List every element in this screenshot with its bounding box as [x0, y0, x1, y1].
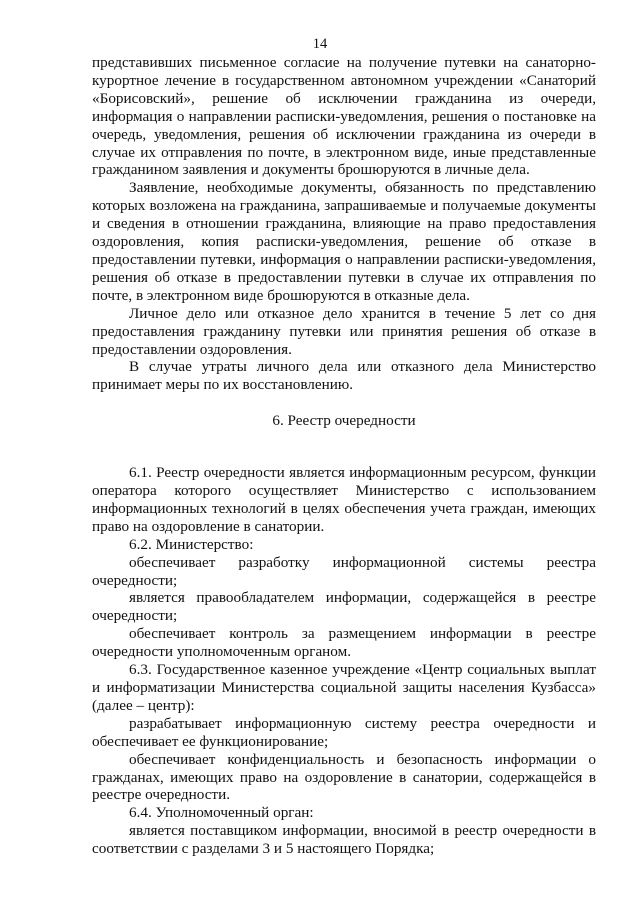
section-paragraph-6-1: 6.1. Реестр очередности является информационным ресурсом, функции оператора которого осуществляет Министерство с использованием информационных технологий в целях обеспечения учета граждан, имеющих право на оздоровление в санатории. [92, 464, 596, 535]
intro-paragraph-1: представивших письменное согласие на получение путевки на санаторно-курортное лечение в государственном автономном учреждении «Санаторий «Борисовский», решение об исключении гражданина из очереди, информация о направлении расписки-уведомления, решения о постановке на очередь, уведомления, решения об исключении гражданина из очереди в случае их отправления по почте, в электронном виде, иные представленные гражданином заявления и документы брошюруются в личные дела. [92, 54, 596, 179]
section-title: 6. Реестр очередности [272, 412, 416, 430]
ministry-duty-3: обеспечивает контроль за размещением информации в реестре очередности уполномоченным органом. [92, 625, 596, 661]
ministry-duty-1: обеспечивает разработку информационной системы реестра очередности; [92, 553, 596, 589]
document-body [92, 54, 596, 858]
authorized-body-duty-1: является поставщиком информации, вносимой в реестр очередности в соответствии с разделами 3 и 5 настоящего Порядка; [92, 822, 596, 858]
intro-paragraph-4: В случае утраты личного дела или отказного дела Министерство принимает меры по их восстановлению. [92, 358, 596, 394]
section-paragraph-6-4: 6.4. Уполномоченный орган: [129, 804, 314, 822]
center-duty-1: разрабатывает информационную систему реестра очередности и обеспечивает ее функционирование; [92, 714, 596, 750]
ministry-duty-2: является правообладателем информации, содержащейся в реестре очередности; [92, 589, 596, 625]
section-paragraph-6-3: 6.3. Государственное казенное учреждение «Центр социальных выплат и информатизации Министерства социальной защиты населения Кузбасса» (далее – центр): [92, 661, 596, 714]
section-paragraph-6-2: 6.2. Министерство: [129, 535, 254, 553]
intro-paragraph-2: Заявление, необходимые документы, обязанность по представлению которых возложена на гражданина, запрашиваемые и получаемые документы и сведения в отношении гражданина, влияющие на право предоставления оздоровления, копия расписки-уведомления, решение об отказе в предоставлении путевки, информация о направлении расписки-уведомления, решения об отказе в предоставлении путевки в случае их отправления по почте, в электронном виде брошюруются в отказные дела. [92, 179, 596, 304]
intro-paragraph-3: Личное дело или отказное дело хранится в течение 5 лет со дня предоставления гражданину путевки или принятия решения об отказе в предоставлении оздоровления. [92, 304, 596, 358]
page-number: 14 [312, 36, 328, 52]
center-duty-2: обеспечивает конфиденциальность и безопасность информации о гражданах, имеющих право на оздоровление в санатории, содержащейся в реестре очередности. [92, 750, 596, 804]
